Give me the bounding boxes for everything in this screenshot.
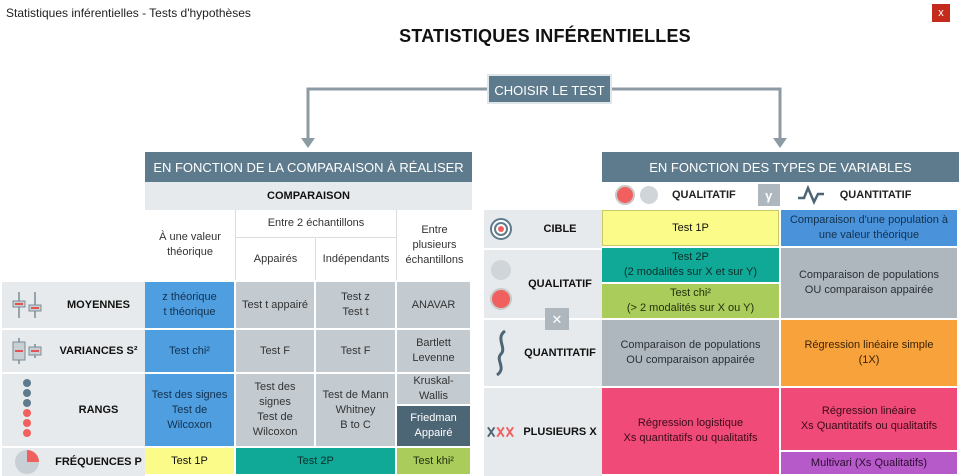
variances-one-value[interactable]: Test chi² [145, 330, 236, 374]
frequences-test-khi2[interactable]: Test khi² [397, 448, 472, 476]
variances-multi[interactable]: Bartlett Levenne [397, 330, 472, 374]
variable-legend [602, 182, 959, 208]
cible-test-1p[interactable]: Test 1P [602, 210, 779, 246]
row-label-quantitatif: QUANTITATIF [518, 320, 602, 386]
legend-qualitatif: QUALITATIF [672, 188, 736, 201]
frequences-test-1p[interactable]: Test 1P [145, 448, 236, 476]
frequences-test-2p[interactable]: Test 2P [236, 448, 397, 476]
page-title: STATISTIQUES INFÉRENTIELLES [399, 26, 691, 46]
qualitatif-test-2p[interactable]: Test 2P (2 modalités sur X et sur Y) [602, 248, 781, 284]
close-button[interactable]: x [932, 4, 950, 22]
row-label-plusieurs-x: PLUSIEURS X [518, 388, 602, 476]
quantitatif-icon [484, 320, 518, 386]
rangs-paired[interactable]: Test des signes Test de Wilcoxon [236, 374, 316, 448]
rangs-icon [2, 374, 52, 446]
row-label-moyennes: MOYENNES [52, 282, 145, 328]
col-paired: Appairés [236, 238, 316, 280]
qualitatif-test-chi2[interactable]: Test chi² (> 2 modalités sur X ou Y) [602, 284, 781, 320]
cross-icon: ✕ [545, 308, 569, 330]
plusieurs-regression-lineaire[interactable]: Régression linéaire Xs Quantitatifs ou qualitatifs [781, 388, 959, 452]
cible-icon [484, 210, 518, 248]
right-header: EN FONCTION DES TYPES DE VARIABLES [602, 152, 959, 182]
qualitatif-icon [484, 250, 518, 318]
quantitatif-comparison[interactable]: Comparaison de populations OU comparaison appairée [602, 320, 781, 388]
rangs-one-value[interactable]: Test des signes Test de Wilcoxon [145, 374, 236, 448]
variances-independent[interactable]: Test F [316, 330, 397, 374]
quantitatif-curve-icon [796, 184, 826, 206]
cible-comparison[interactable]: Comparaison d'une population à une valeur théorique [781, 210, 959, 248]
row-label-rangs: RANGS [52, 374, 145, 446]
qualitatif-dots-icon [614, 184, 662, 206]
variances-paired[interactable]: Test F [236, 330, 316, 374]
window-title: Statistiques inférentielles - Tests d'hypothèses [6, 6, 251, 20]
moyennes-paired[interactable]: Test t appairé [236, 282, 316, 330]
choose-test-button[interactable]: CHOISIR LE TEST [487, 74, 612, 104]
qualitatif-comparison[interactable]: Comparaison de populations OU comparaison appairée [781, 248, 959, 320]
moyennes-independent[interactable]: Test z Test t [316, 282, 397, 330]
rangs-multi-friedman[interactable]: Friedman Appairé [397, 406, 472, 448]
legend-quantitatif: QUANTITATIF [839, 188, 912, 201]
quantitatif-regression-simple[interactable]: Régression linéaire simple (1X) [781, 320, 959, 388]
row-label-cible: CIBLE [518, 210, 602, 248]
col-two-samples: Entre 2 échantillons [236, 210, 397, 238]
row-label-qualitatif: QUALITATIF [518, 250, 602, 318]
moyennes-one-value[interactable]: z théorique t théorique [145, 282, 236, 330]
row-label-frequences: FRÉQUENCES P [52, 448, 145, 476]
col-one-value: À une valeur théorique [145, 210, 236, 280]
plusieurs-multivari[interactable]: Multivari (Xs Qualitatifs) [781, 452, 959, 476]
left-subheader: COMPARAISON [145, 182, 472, 210]
variances-icon [2, 330, 52, 372]
moyennes-multi[interactable]: ANAVAR [397, 282, 472, 330]
plusieurs-x-icon [484, 388, 518, 476]
col-independent: Indépendants [316, 238, 397, 280]
rangs-independent[interactable]: Test de Mann Whitney B to C [316, 374, 397, 448]
moyennes-icon [2, 282, 52, 328]
plusieurs-regression-logistique[interactable]: Régression logistique Xs quantitatifs ou qualitatifs [602, 388, 781, 476]
rangs-multi-kruskal[interactable]: Kruskal-Wallis [397, 374, 472, 406]
left-header: EN FONCTION DE LA COMPARAISON À RÉALISER [145, 152, 472, 182]
row-label-variances: VARIANCES S² [52, 330, 145, 372]
gamma-icon: γ [758, 184, 780, 206]
frequences-icon [2, 448, 52, 476]
col-multi: Entre plusieurs échantillons [397, 210, 472, 280]
